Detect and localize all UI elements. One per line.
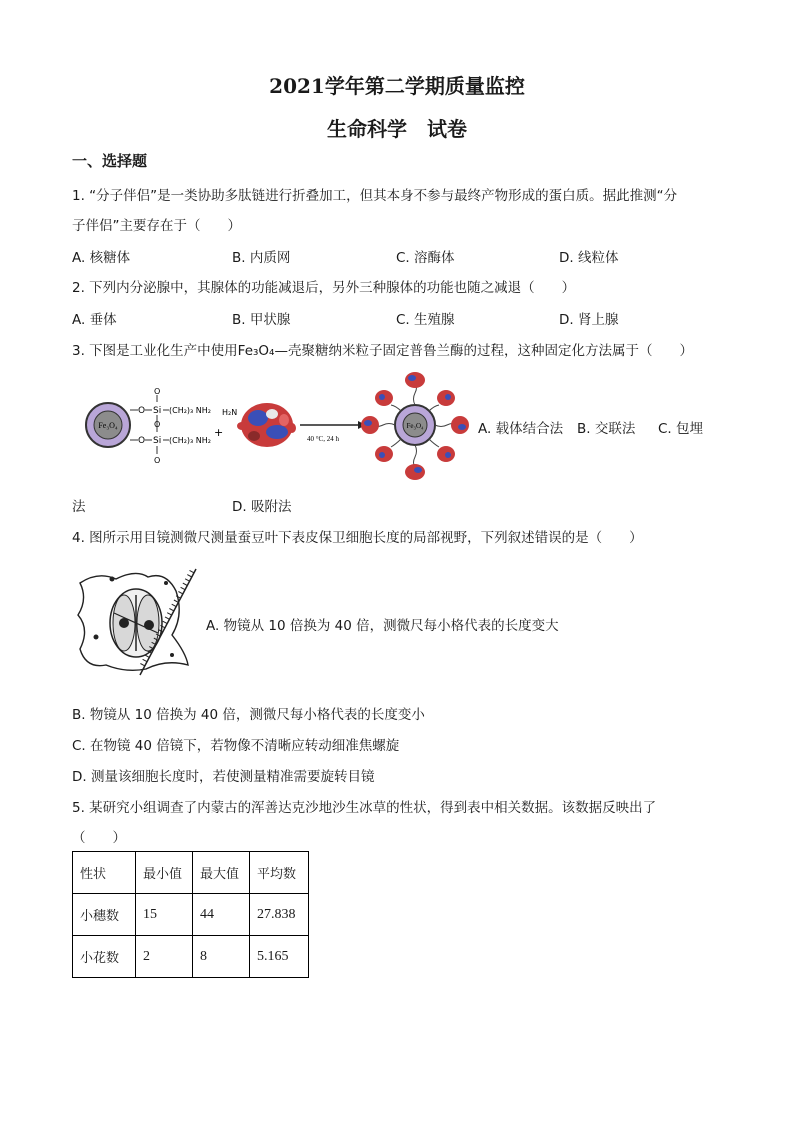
reaction-condition: 40 °C, 24 h [307,435,339,443]
question-3-text: 3. 下图是工业化生产中使用Fe₃O₄—壳聚糖纳米粒子固定普鲁兰酶的过程，这种固定化方法属于（ ） [72,343,693,359]
table-cell: 小穗数 [73,894,136,936]
table-header-cell: 平均数 [250,852,309,894]
fe3o4-core-left [86,403,130,447]
nanoparticle-immobilization-figure [72,370,482,482]
q1-option-d: D. 线粒体 [559,250,619,266]
section-heading: 一、选择题 [72,152,148,170]
q4-option-c: C. 在物镜 40 倍镜下，若物像不清晰应转动细准焦螺旋 [72,738,400,754]
page-title: 2021学年第二学期质量监控 [269,74,525,98]
table-cell: 5.165 [250,936,309,978]
table-header-cell: 性状 [73,852,136,894]
enzyme-molecule-icon [237,403,296,447]
q3-option-c: C. 包埋 [658,421,704,437]
q4-option-a: A. 物镜从 10 倍换为 40 倍，测微尺每小格代表的长度变大 [206,618,559,634]
aminopropyl-chain-1: (CH₂)₃ NH₂ [169,406,212,415]
oxygen-label-1: O [138,406,146,416]
question-1-text-line2: 子伴侣”主要存在于（ ） [72,218,241,234]
q2-option-b: B. 甲状腺 [232,312,291,328]
table-cell: 2 [136,936,193,978]
q3-option-d: D. 吸附法 [232,499,292,515]
table-cell: 15 [136,894,193,936]
table-header-cell: 最小值 [136,852,193,894]
q3-option-c-wrap: 法 [72,499,86,515]
guard-cell-micrometer-figure [76,565,198,677]
table-cell: 27.838 [250,894,309,936]
question-1-text-line1: 1. “分子伴侣”是一类协助多肽链进行折叠加工，但其本身不参与最终产物形成的蛋白质。据此推测“分 [72,188,678,204]
q2-option-a: A. 垂体 [72,312,117,328]
table-cell: 小花数 [73,936,136,978]
q4-option-b: B. 物镜从 10 倍换为 40 倍，测微尺每小格代表的长度变小 [72,707,425,723]
core-label-right: Fe₃O₄ [406,422,424,430]
question-5-text-line1: 5. 某研究小组调查了内蒙古的浑善达克沙地沙生冰草的性状，得到表中相关数据。该数据反映出了 [72,800,657,816]
q4-option-d: D. 测量该细胞长度时，若使测量精准需要旋转目镜 [72,769,375,785]
core-label-left: Fe₃O₄ [98,421,118,430]
page-subtitle: 生命科学 试卷 [327,117,467,141]
table-cell: 8 [193,936,250,978]
question-5-text-line2: （ ） [72,830,126,846]
aminopropyl-chain-2: (CH₂)₃ NH₂ [169,436,212,445]
oxygen-label-5: O [154,456,161,465]
table-header-row [73,852,309,894]
q3-option-a: A. 载体结合法 [478,421,564,437]
amine-label: H₂N [222,408,238,417]
q1-option-a: A. 核糖体 [72,250,131,266]
table-cell: 44 [193,894,250,936]
q1-option-c: C. 溶酶体 [396,250,455,266]
silicon-label-2: Si [153,436,162,446]
trait-data-table [72,851,309,978]
oxygen-label-4: O [154,420,161,429]
table-row [73,894,309,936]
silicon-label-1: Si [153,406,162,416]
oxygen-label-3: O [154,387,161,396]
q3-option-b: B. 交联法 [577,421,636,437]
question-4-text: 4. 图所示用目镜测微尺测量蚕豆叶下表皮保卫细胞长度的局部视野，下列叙述错误的是（ ） [72,530,643,546]
table-row [73,936,309,978]
question-2-text: 2. 下列内分泌腺中，其腺体的功能减退后，另外三种腺体的功能也随之减退（ ） [72,280,576,296]
q1-option-b: B. 内质网 [232,250,291,266]
plus-sign: + [214,426,224,439]
q2-option-d: D. 肾上腺 [559,312,619,328]
oxygen-label-2: O [138,436,146,446]
q2-option-c: C. 生殖腺 [396,312,455,328]
table-header-cell: 最大值 [193,852,250,894]
